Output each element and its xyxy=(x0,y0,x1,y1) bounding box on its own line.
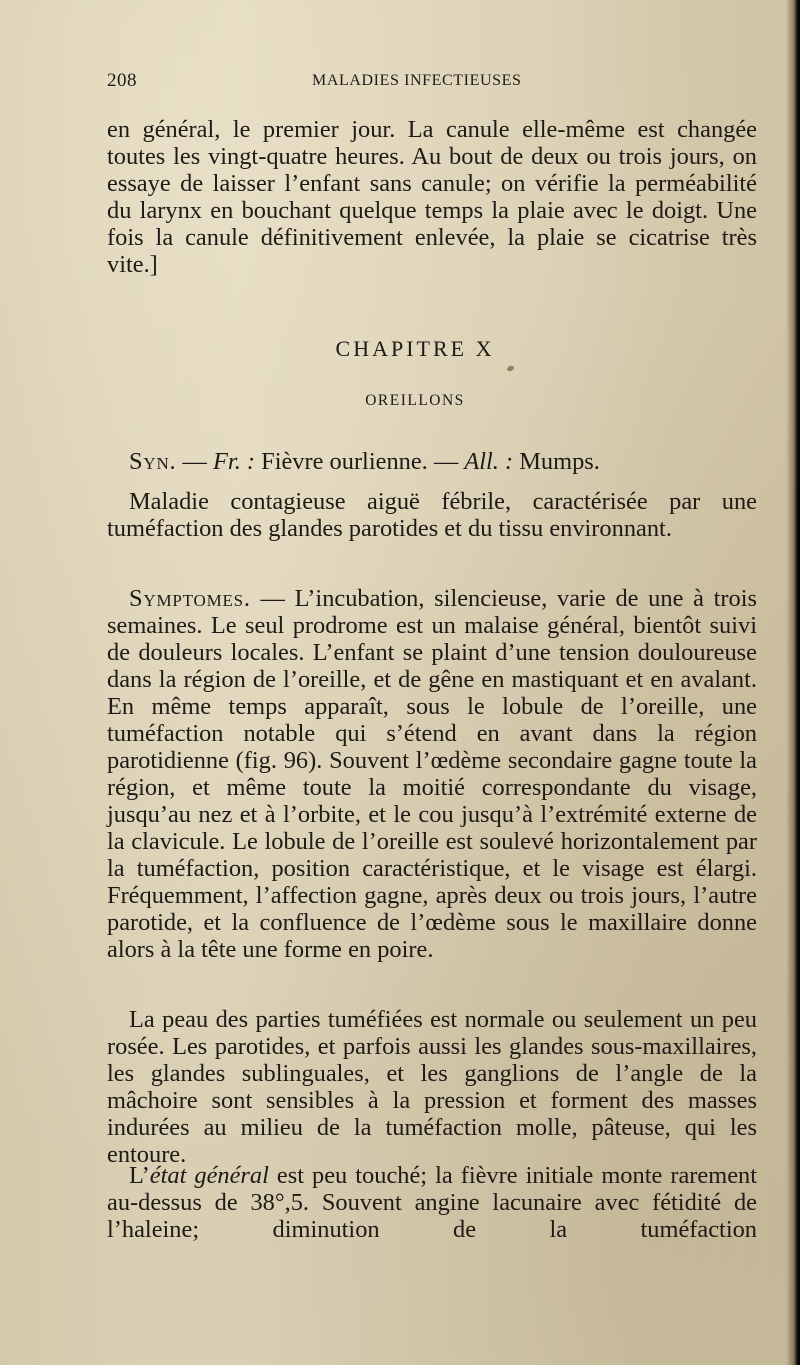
general-state-label: état général xyxy=(149,1162,269,1189)
chapter-title: CHAPITRE X xyxy=(335,336,495,361)
running-title: MALADIES INFECTIEUSES xyxy=(312,72,522,89)
general-state-prefix: L’ xyxy=(129,1162,150,1189)
synonyms-fr-text: Fièvre ourlienne. xyxy=(261,448,428,475)
page-header xyxy=(107,70,755,96)
symptoms-paragraph: Symptomes. — L’incubation, silencieuse, varie de une à trois semaines. Le seul prodrome est un malaise général, bientôt suivi de douleurs locales. L’enfant se plaint d’une tension douloureuse dans la région de l’oreille, et de gêne en mastiquant et en avalant. En même temps apparaît, sous le lobule de l’oreille, une tuméfaction notable qui s’étend en avant dans la région parotidienne (fig. 96). Souvent l’œdème secondaire gagne toute la région, et même toute la moitié correspondante du visage, jusqu’au nez et à l’orbite, et le cou jusqu’à l’extrémité externe de la clavicule. Le lobule de l’oreille est soulevé horizontalement par la tuméfaction, position caractéristique, et le visage est élargi. Fréquemment, l’affection gagne, après deux ou trois jours, l’autre parotide, et la confluence de l’œdème sous le maxillaire donne alors à la tête une forme en poire. xyxy=(107,585,757,963)
synonyms-all-text: Mumps. xyxy=(519,448,600,475)
definition-paragraph xyxy=(107,488,757,542)
synonyms-fr-label: Fr. : xyxy=(213,448,256,475)
page-edge-shadow xyxy=(786,0,800,1365)
general-state-paragraph xyxy=(107,1162,757,1243)
synonyms-all-label: All. : xyxy=(464,448,514,475)
symptoms-label: Symptomes. xyxy=(129,585,251,612)
skin-text: La peau des parties tuméfiées est normale ou seulement un peu rosée. Les parotides, et parfois aussi les glandes sous-maxillaires, les glandes sublinguales, et les ganglions de l’angle de la mâchoire sont sensibles à la pression et forment des masses indurées au milieu de la tuméfaction molle, pâteuse, qui les entoure. xyxy=(107,1006,757,1168)
carryover-paragraph xyxy=(107,116,757,278)
synonyms-label: Syn. xyxy=(129,448,177,475)
synonyms-line: Syn. — Fr. : Fièvre ourlienne. — All. : Mumps. xyxy=(129,448,600,475)
carryover-text: en général, le premier jour. La canule elle-même est changée toutes les vingt-quatre heures. Au bout de deux ou trois jours, on essaye de laisser l’enfant sans canule; on vérifie la perméabilité du larynx en bouchant quelque temps la plaie avec le doigt. Une fois la canule définitivement enlevée, la plaie se cicatrise très vite.] xyxy=(107,116,757,278)
page-number: 208 xyxy=(107,70,137,91)
general-state-text: est peu touché; la fièvre initiale monte rarement au-dessus de 38°,5. Souvent angine lacunaire avec fétidité de l’haleine; diminution de la tuméfaction xyxy=(107,1162,757,1243)
skin-paragraph xyxy=(107,1006,757,1168)
definition-text: Maladie contagieuse aiguë fébrile, caractérisée par une tuméfaction des glandes parotides et du tissu environnant. xyxy=(107,488,757,542)
section-title: OREILLONS xyxy=(365,392,465,409)
symptoms-text: L’incubation, silencieuse, varie de une à trois semaines. Le seul prodrome est un malaise général, bientôt suivi de douleurs locales. L’enfant se plaint d’une tension douloureuse dans la région de l’oreille, et de gêne en mastiquant et en avalant. En même temps apparaît, sous le lobule de l’oreille, une tuméfaction notable qui s’étend en avant dans la région parotidienne (fig. 96). Souvent l’œdème secondaire gagne toute la région, et même toute la moitié correspondante du visage, jusqu’au nez et à l’orbite, et le cou jusqu’à l’extrémité externe de la clavicule. Le lobule de l’oreille est soulevé horizontalement par la tuméfaction, position caractéristique, et le visage est élargi. Fréquemment, l’affection gagne, après deux ou trois jours, l’autre parotide, et la confluence de l’œdème sous le maxillaire donne alors à la tête une forme en poire. xyxy=(107,585,757,963)
ink-mark xyxy=(506,365,514,372)
